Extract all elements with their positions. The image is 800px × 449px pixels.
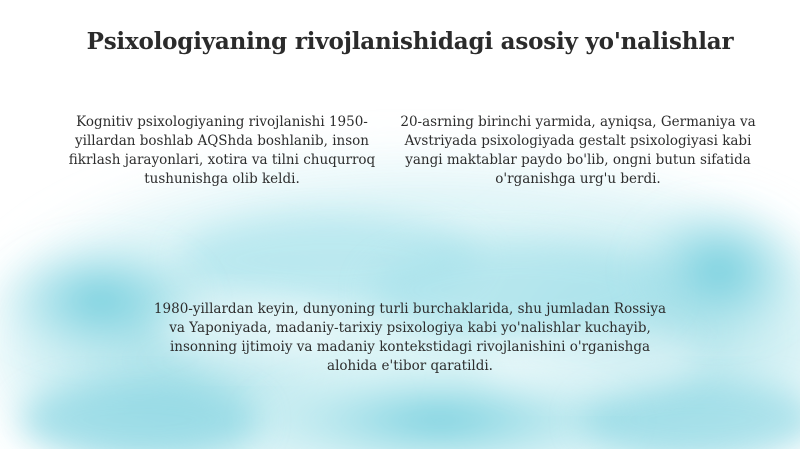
paragraph-cognitive-psychology: Kognitiv psixologiyaning rivojlanishi 1950-yillardan boshlab AQShda boshlanib, inson fikrlash jarayonlari, xotira va tilni chuqurroq tushunishga olib keldi. [68, 114, 376, 187]
slide-title: Psixologiyaning rivojlanishidagi asosiy yo'nalishlar [86, 28, 734, 55]
paragraph-gestalt-psychology: 20-asrning birinchi yarmida, ayniqsa, Germaniya va Avstriyada psixologiyada gestalt psixologiyasi kabi yangi maktablar paydo bo'lib, ongni butun sifatida o'rganishga urg'u berdi. [400, 114, 756, 187]
paragraph-cultural-historical-psychology: 1980-yillardan keyin, dunyoning turli burchaklarida, shu jumladan Rossiya va Yaponiyada, madaniy-tarixiy psixologiya kabi yo'nalishlar kuchayib, insonning ijtimoiy va madaniy kontekstidagi rivojlanishini o'rganishga alohida e'tibor qaratildi. [153, 301, 667, 374]
